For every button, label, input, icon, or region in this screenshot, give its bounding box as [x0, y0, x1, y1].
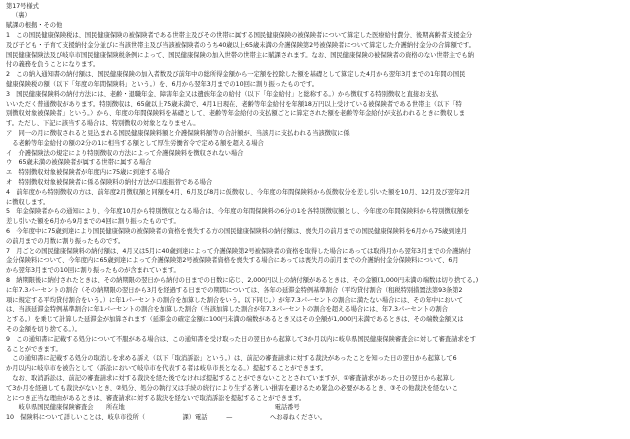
body-line: す。ただし、下記に該当する場合は、特別徴収の対象となりません。 — [6, 120, 200, 128]
body-line: て3か月を経過しても裁決がないとき、②処分、処分の執行又は手続の続行により生ずる著しい損害を避けるため緊急の必要があるとき、③その他裁決を経ないこ — [6, 384, 458, 392]
body-line: 4 前年度から特別徴収の方は、前年度2月徴収額と同額を4月、6月及び8月に仮徴収し、今年度の年間保険料から仮徴収分を差し引いた額を10月、12月及び翌年2月 — [6, 188, 471, 196]
body-line: 岐阜県国民健康保険審査会 所在地 電話番号 — [6, 404, 300, 412]
body-line: に年7.3パーセントの割合（その納期限の翌日から3月を経過する日までの期間については、各年の延滞金特例基準割合（平均貸付割合（租税特別措置法第93条第2 — [6, 286, 463, 294]
body-line: 6 今年度中に75歳到達により国民健康保険の被保険者の資格を喪失する方の国民健康保険料の納付額は、喪失月の前月までの国民健康保険料を6月から75歳到達月 — [6, 228, 468, 235]
body-line: ウ 65歳未満の被保険者が属する世帯に属する場合 — [6, 159, 152, 167]
body-line: エ 特別徴収対象被保険者が年度内に75歳に到達する場合 — [6, 169, 171, 177]
body-line: いいただく普通徴収があります。特別徴収は、65歳以上75歳未満で、4月1日現在、老齢等年金給付を年額18万円以上受けている被保険者である世帯主（以下「特 — [6, 100, 462, 108]
body-line: とする。）を乗じて計算した延滞金が加算されます（延滞金の確定金額に100円未満の端数があるとき又はその全額が1,000円未満であるときは、その端数金額又は — [6, 316, 464, 324]
body-line: の前月までの月数に割り振ったものです。 — [6, 237, 125, 245]
body-line: この通知書に記載する処分の取消しを求める訴え（以下「取消訴訟」という。）は、前記の審査請求に対する裁決があったことを知った日の翌日から起算して6 — [6, 355, 457, 363]
body-line: オ 特別徴収対象被保険者に係る保険料の納付方法が口座振替である場合 — [6, 179, 213, 186]
body-line: に徴収します。 — [6, 198, 50, 206]
body-line: 3 国民健康保険料の納付方法には、老齢・退職年金、障害年金又は遺族年金の給付（以下「年金給付」と総称する。）から徴収する特別徴収と直接お支払 — [6, 90, 438, 98]
body-line: 健康保険税の額（以下「年度の年間保険料」という。）を、6月から翌年3月までの10回に割り振ったものです。 — [6, 81, 319, 88]
body-line: 金分保険料について、今年度内に65歳到達によって介護保険第2号被保険者資格を喪失する場合にあっては喪失月の前月までの介護納付金分保険料について、6月 — [6, 257, 459, 265]
body-line: 1 この国民健康保険税は、国民健康保険の被保険者である世帯主及びその世帯に属する国民健康保険の被保険者について算定した医療給付費分、後期高齢者支援金分 — [6, 32, 473, 39]
body-line: とにつき正当な理由があるときは、審査請求に対する裁決を経ないで取消訴訟を提起することができます。 — [6, 394, 306, 402]
body-line: から翌年3月までの10回に割り振ったものが含まれています。 — [6, 267, 180, 275]
body-line: イ 介護保険法の規定により特別徴収の方法によって介護保険料を徴収されない場合 — [6, 149, 244, 157]
body-line: か月以内に岐阜市を被告として（訴訟において岐阜市を代表する者は岐阜市長となる。）提起することができます。 — [6, 365, 328, 373]
body-line: 項に規定する平均貸付割合をいう。）に年1パーセントの割合を加算した割合をいう。以下同じ。）が年7.3パーセントの割合に満たない場合には、その年中において — [6, 296, 464, 304]
body-line: 2 この納入通知書の納付額は、国民健康保険の加入者数及び前年中の総所得金額から一定額を控除した額を基礎として算定した4月から翌年3月までの1年間の国民 — [6, 71, 466, 79]
body-line: 付の義務を負うことになります。 — [6, 61, 100, 69]
body-line: その金額を切り捨てる。）。 — [6, 326, 81, 333]
body-line: 9 この通知書に記載する処分について不服がある場合は、この通知書を受け取った日の翌日から起算して3か月以内に岐阜県国民健康保険審査会に対して審査請求をす — [6, 335, 477, 343]
form-number-label: 第17号様式 — [6, 3, 39, 10]
body-line: は、当該延滞金特例基準割合に年1パーセントの割合を加算した割合（当該加算した割合が年7.3パーセントの割合を超える場合には、年7.3パーセントの割合 — [6, 306, 448, 314]
body-line: る老齢等年金給付の額の2分の1に相当する額として厚生労働省令で定める額を超える場合 — [6, 139, 264, 147]
body-line: 10 保険料について詳しいことは、岐阜市役所（ 課）電話 — へお尋ねください。 — [6, 414, 327, 422]
body-line: 8 納期限後に納付されたときは、その納期限の翌日から納付の日までの日数に応じ、2,000円以上の納付額があるときは、その金額(1,000円未満の端数は切り捨てる。) — [6, 277, 479, 284]
body-line: ることができます。 — [6, 345, 62, 353]
body-line: 差し引いた額を6月から9月までの4回に割り振ったものです。 — [6, 218, 180, 226]
body-line: 5 年金保険者からの通知により、今年度10月から特別徴収となる場合は、今年度の年間保険料の6分の1を各特別徴収額とし、今年度の年間保険料から特別徴収額を — [6, 208, 470, 216]
body-line: 及び子ども・子育て支援納付金分並びに当該世帯主及び当該被保険者のうち40歳以上65歳未満の介護保険第2号被保険者について算定した介護納付金分の合算額です。 — [6, 41, 475, 49]
back-side-mark: （裏） — [12, 12, 31, 19]
body-line: なお、取消訴訟は、前記の審査請求に対する裁決を経た後でなければ提起することができないこととされていますが、①審査請求があった日の翌日から起算し — [6, 375, 456, 382]
section-title: 賦課の根拠・その他 — [6, 22, 63, 29]
body-line: ア 同一の月に徴収されると見込まれる国民健康保険料額と介護保険料額等の合計額が、当該月に支払われる当該徴収に係 — [6, 130, 350, 137]
body-line: 国民健康保険法及び岐阜市国民健康保険税条例によって、国民健康保険の加入世帯の世帯主に賦課されます。なお、国民健康保険の被保険者の資格のない世帯主でも納 — [6, 51, 474, 59]
body-line: 別徴収対象被保険者」という。）から、年度の年間保険料を基礎として、老齢等年金給付の支払額ごとに算定された額を老齢等年金給付が支払われるときに徴収しま — [6, 110, 465, 118]
body-line: 7 月ごとの国民健康保険料の納付額は、4月又は5月に40歳到達によって介護保険第2号被保険者の資格を取得した場合にあっては取得月から翌年3月までの介護納付 — [6, 247, 471, 255]
